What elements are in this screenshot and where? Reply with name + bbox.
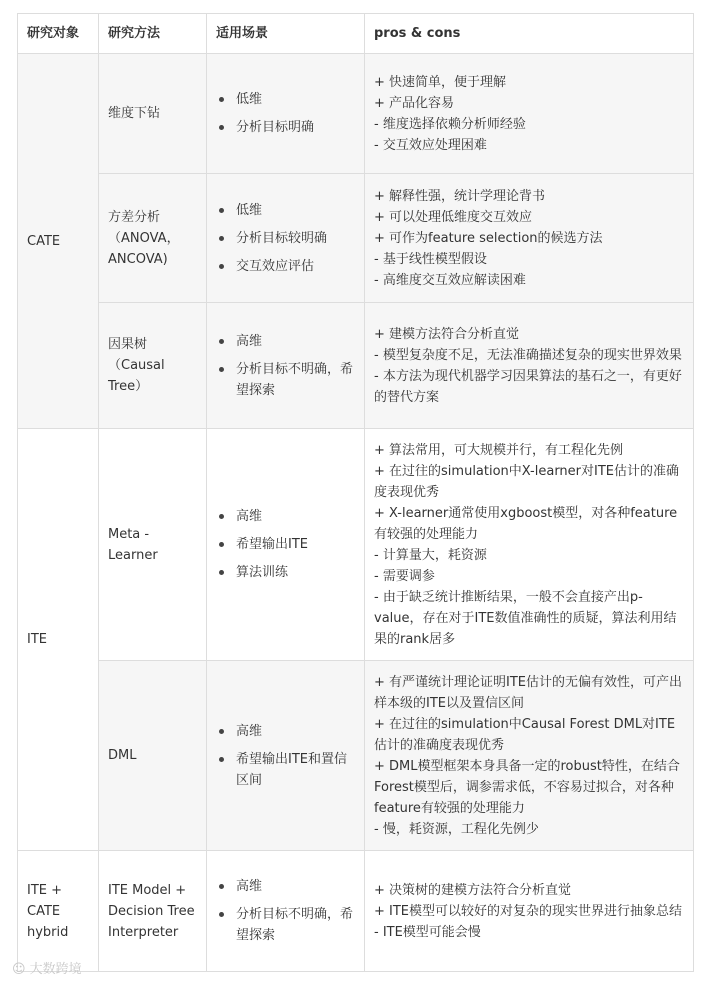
pros-cons-item: + 可以处理低维度交互效应 bbox=[374, 209, 533, 225]
object-cell: ITE + CATE hybrid bbox=[18, 851, 99, 972]
pros-cons-item: + DML模型框架本身具备一定的robust特性，在结合Forest模型后，调参需求低，不容易过拟合，对各种feature有较强的处理能力 bbox=[374, 758, 680, 816]
pros-cons-item: + 在过往的simulation中Causal Forest DML对ITE估计的准确度表现优秀 bbox=[374, 716, 676, 753]
pros-cons-item: + 决策树的建模方法符合分析直觉 bbox=[374, 882, 572, 898]
pros-cons-cell bbox=[365, 54, 694, 174]
table-row bbox=[18, 54, 694, 174]
pros-cons-item: + 建模方法符合分析直觉 bbox=[374, 326, 520, 342]
scenario-item: 高维 bbox=[236, 876, 355, 897]
header-pros-cons: pros & cons bbox=[365, 14, 694, 54]
method-cell: DML bbox=[99, 661, 207, 851]
pros-cons-item: - 本方法为现代机器学习因果算法的基石之一，有更好的替代方案 bbox=[374, 368, 682, 405]
table-row bbox=[18, 661, 694, 851]
pros-cons-item: + ITE模型可以较好的对复杂的现实世界进行抽象总结 bbox=[374, 903, 683, 919]
scenario-cell bbox=[207, 54, 365, 174]
scenario-item: 分析目标不明确，希望探索 bbox=[236, 359, 355, 401]
scenario-item: 高维 bbox=[236, 721, 355, 742]
scenario-list bbox=[216, 876, 355, 946]
scenario-cell bbox=[207, 429, 365, 661]
table-row bbox=[18, 851, 694, 972]
scenario-cell bbox=[207, 174, 365, 303]
scenario-list bbox=[216, 331, 355, 401]
pros-cons-item: - 模型复杂度不足，无法准确描述复杂的现实世界效果 bbox=[374, 347, 682, 363]
object-cell: ITE bbox=[18, 429, 99, 851]
method-cell: 因果树（Causal Tree） bbox=[99, 303, 207, 429]
scenario-cell bbox=[207, 303, 365, 429]
scenario-item: 低维 bbox=[236, 200, 355, 221]
table-row bbox=[18, 303, 694, 429]
watermark bbox=[8, 958, 82, 977]
pros-cons-item: + 在过往的simulation中X-learner对ITE估计的准确度表现优秀 bbox=[374, 463, 680, 500]
scenario-list bbox=[216, 506, 355, 583]
scenario-item: 希望输出ITE bbox=[236, 534, 355, 555]
scenario-list bbox=[216, 721, 355, 791]
header-method: 研究方法 bbox=[99, 14, 207, 54]
pros-cons-item: - 交互效应处理困难 bbox=[374, 137, 487, 153]
header-row bbox=[18, 14, 694, 54]
table-row bbox=[18, 174, 694, 303]
pros-cons-item: - 维度选择依赖分析师经验 bbox=[374, 116, 526, 132]
pros-cons-item: - 高维度交互效应解读困难 bbox=[374, 272, 526, 288]
pros-cons-cell bbox=[365, 851, 694, 972]
pros-cons-item: + 快速简单，便于理解 bbox=[374, 74, 507, 90]
pros-cons-item: + 产品化容易 bbox=[374, 95, 455, 111]
pros-cons-item: + X-learner通常使用xgboost模型，对各种feature有较强的处理能力 bbox=[374, 505, 678, 542]
scenario-item: 分析目标较明确 bbox=[236, 228, 355, 249]
scenario-item: 交互效应评估 bbox=[236, 256, 355, 277]
scenario-cell bbox=[207, 661, 365, 851]
pros-cons-item: - 慢，耗资源，工程化先例少 bbox=[374, 821, 539, 837]
pros-cons-item: - 基于线性模型假设 bbox=[374, 251, 487, 267]
scenario-list bbox=[216, 89, 355, 138]
pros-cons-cell bbox=[365, 174, 694, 303]
watermark-text: 大数跨境 bbox=[29, 962, 82, 977]
pros-cons-cell bbox=[365, 303, 694, 429]
scenario-item: 分析目标不明确，希望探索 bbox=[236, 904, 355, 946]
pros-cons-item: - 计算量大，耗资源 bbox=[374, 547, 487, 563]
scenario-cell bbox=[207, 851, 365, 972]
method-cell: ITE Model + Decision Tree Interpreter bbox=[99, 851, 207, 972]
pros-cons-item: - ITE模型可能会慢 bbox=[374, 924, 481, 940]
scenario-item: 希望输出ITE和置信区间 bbox=[236, 749, 355, 791]
scenario-item: 算法训练 bbox=[236, 562, 355, 583]
pros-cons-item: + 算法常用，可大规模并行，有工程化先例 bbox=[374, 442, 624, 458]
pros-cons-list bbox=[374, 672, 684, 840]
header-scenario: 适用场景 bbox=[207, 14, 365, 54]
pros-cons-list bbox=[374, 440, 684, 650]
pros-cons-cell bbox=[365, 429, 694, 661]
pros-cons-list bbox=[374, 72, 684, 156]
header-object: 研究对象 bbox=[18, 14, 99, 54]
pros-cons-item: - 需要调参 bbox=[374, 568, 435, 584]
pros-cons-list bbox=[374, 880, 684, 943]
table-row bbox=[18, 429, 694, 661]
method-cell: 方差分析（ANOVA，ANCOVA) bbox=[99, 174, 207, 303]
scenario-item: 高维 bbox=[236, 506, 355, 527]
pros-cons-item: + 有严谨统计理论证明ITE估计的无偏有效性，可产出样本级的ITE以及置信区间 bbox=[374, 674, 683, 711]
method-cell: 维度下钻 bbox=[99, 54, 207, 174]
methods-table bbox=[17, 13, 694, 972]
pros-cons-list bbox=[374, 324, 684, 408]
pros-cons-item: + 解释性强，统计学理论背书 bbox=[374, 188, 546, 204]
pros-cons-list bbox=[374, 186, 684, 291]
watermark-logo-icon: ☺ bbox=[12, 962, 26, 977]
method-cell: Meta - Learner bbox=[99, 429, 207, 661]
object-cell: CATE bbox=[18, 54, 99, 429]
scenario-item: 分析目标明确 bbox=[236, 117, 355, 138]
scenario-item: 低维 bbox=[236, 89, 355, 110]
pros-cons-cell bbox=[365, 661, 694, 851]
pros-cons-item: + 可作为feature selection的候选方法 bbox=[374, 230, 603, 246]
scenario-list bbox=[216, 200, 355, 277]
scenario-item: 高维 bbox=[236, 331, 355, 352]
pros-cons-item: - 由于缺乏统计推断结果，一般不会直接产出p-value，存在对于ITE数值准确性的质疑，算法利用结果的rank居多 bbox=[374, 589, 677, 647]
